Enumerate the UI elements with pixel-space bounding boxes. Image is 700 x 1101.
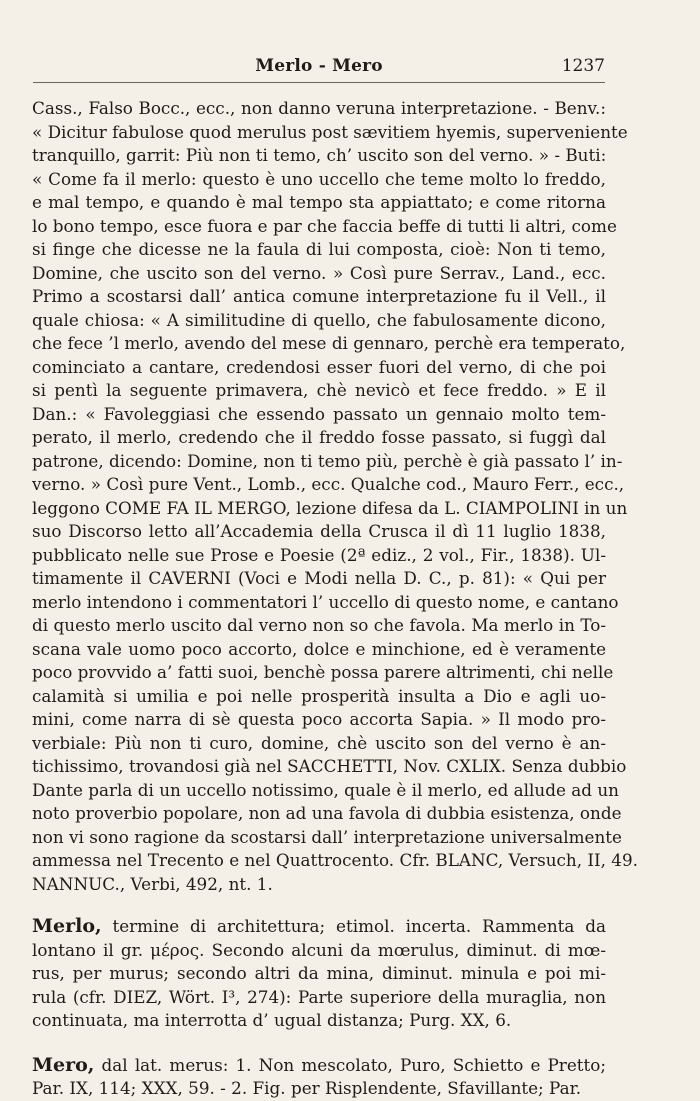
text-line: Dan.: « Favoleggiasi che essendo passato un gennaio molto tem- [32,403,606,424]
text-line: Par. IX, 114; XXX, 59. - 2. Fig. per Risplendente, Sfavillante; Par. [32,1078,582,1098]
text-line: Dante parla di un uccello notissimo, quale è il merlo, ed allude ad un [32,779,619,800]
text-line: verbiale: Più non ti curo, domine, chè uscito son del verno è an- [32,732,606,753]
text-line: cominciato a cantare, credendosi esser fuori del verno, di che poi [32,356,606,377]
text-line: continuata, ma interrotta d’ ugual distanza; Purg. XX, 6. [32,1010,512,1030]
text-line: poco provvido a’ fatti suoi, benchè possa parere altrimenti, chi nelle [32,662,614,682]
page-body [32,97,638,1101]
text-line: verno. » Così pure Vent., Lomb., ecc. Qualche cod., Mauro Ferr., ecc., [32,474,625,494]
text-line: che fece ’l merlo, avendo del mese di gennaro, perchè era temperato, [32,333,626,353]
text-line: patrone, dicendo: Domine, non ti temo più, perchè è già passato l’ in- [32,450,623,471]
text-line: Primo a scostarsi dall’ antica comune interpretazione fu il Vell., il [32,286,606,306]
text-line: calamità si umilia e poi nelle prosperità insulta a Dio e agli uo- [32,685,606,706]
text-line [32,915,606,939]
commentary-paragraph [32,97,638,896]
text-line [32,1054,606,1078]
headword: Mero, [32,1053,95,1076]
page-header [33,50,605,83]
headword: Merlo, [32,915,102,937]
text-line: suo Discorso letto all’Accademia della Crusca il dì 11 luglio 1838, [32,521,606,541]
text-line: ammessa nel Trecento e nel Quattrocento. Cfr. BLANC, Versuch, II, 49. [32,850,638,870]
text-line: leggono COME FA IL MERGO, lezione difesa da L. CIAMPOLINI in un [32,497,628,518]
text-line: Cass., Falso Bocc., ecc., non danno veruna interpretazione. - Benv.: [32,98,606,118]
text-line: timamente il CAVERNI (Voci e Modi nella D. C., p. 81): « Qui per [32,568,606,588]
text-line: pubblicato nelle sue Prose e Poesie (2ª ediz., 2 vol., Fir., 1838). Ul- [32,544,606,565]
text-line: di questo merlo uscito dal verno non so che favola. Ma merlo in To- [32,615,606,635]
page-number: 1237 [561,56,605,76]
text-line: scana vale uomo poco accorto, dolce e minchione, ed è veramente [32,638,606,659]
text-line: merlo intendono i commentatori l’ uccello di questo nome, e cantano [32,591,619,612]
text-line: quale chiosa: « A similitudine di quello, che fabulosamente dicono, [32,309,606,330]
text-line: noto proverbio popolare, non ad una favola di dubbia esistenza, onde [32,803,622,823]
running-head: Merlo - Mero [255,56,383,76]
text-line: « Dicitur fabulose quod merulus post sævitiem hyemis, superveniente [32,121,628,142]
text-line: Domine, che uscito son del verno. » Così pure Serrav., Land., ecc. [32,262,606,283]
text-line: non vi sono ragione da scostarsi dall’ interpretazione universalmente [32,826,622,847]
text-line: lo bono tempo, esce fuora e par che faccia beffe di tutti li altri, come [32,215,617,236]
text-line: e mal tempo, e quando è mal tempo sta appiattato; e come ritorna [32,192,606,212]
text-line: rula (cfr. DIEZ, Wört. I³, 274): Parte superiore della muraglia, non [32,986,606,1007]
text-line: si pentì la seguente primavera, chè nevicò et fece freddo. » E il [32,380,606,400]
text-line: lontano il gr. μέρος. Secondo alcuni da mœrulus, diminut. di mœ- [32,939,606,960]
text-line: si finge che dicesse ne la faula di lui composta, cioè: Non ti temo, [32,239,606,259]
entry-mero [32,1054,606,1101]
text-line: « Come fa il merlo: questo è uno uccello che teme molto lo freddo, [32,168,606,189]
entry-merlo [32,915,606,1033]
text-line: tichissimo, trovandosi già nel SACCHETTI, Nov. CXLIX. Senza dubbio [32,756,627,776]
entry-text: termine di architettura; etimol. incerta. Rammenta da [101,916,606,936]
text-line: rus, per murus; secondo altri da mina, diminut. minula e poi mi- [32,963,606,983]
text-line: mini, come narra di sè questa poco accorta Sapia. » Il modo pro- [32,709,606,729]
text-line: tranquillo, garrit: Più non ti temo, ch’ uscito son del verno. » - Buti: [32,145,607,165]
entry-text: dal lat. merus: 1. Non mescolato, Puro, Schietto e Pretto; [94,1054,606,1075]
text-line: NANNUC., Verbi, 492, nt. 1. [32,873,273,894]
text-line: perato, il merlo, credendo che il freddo fosse passato, si fuggì dal [32,427,606,447]
